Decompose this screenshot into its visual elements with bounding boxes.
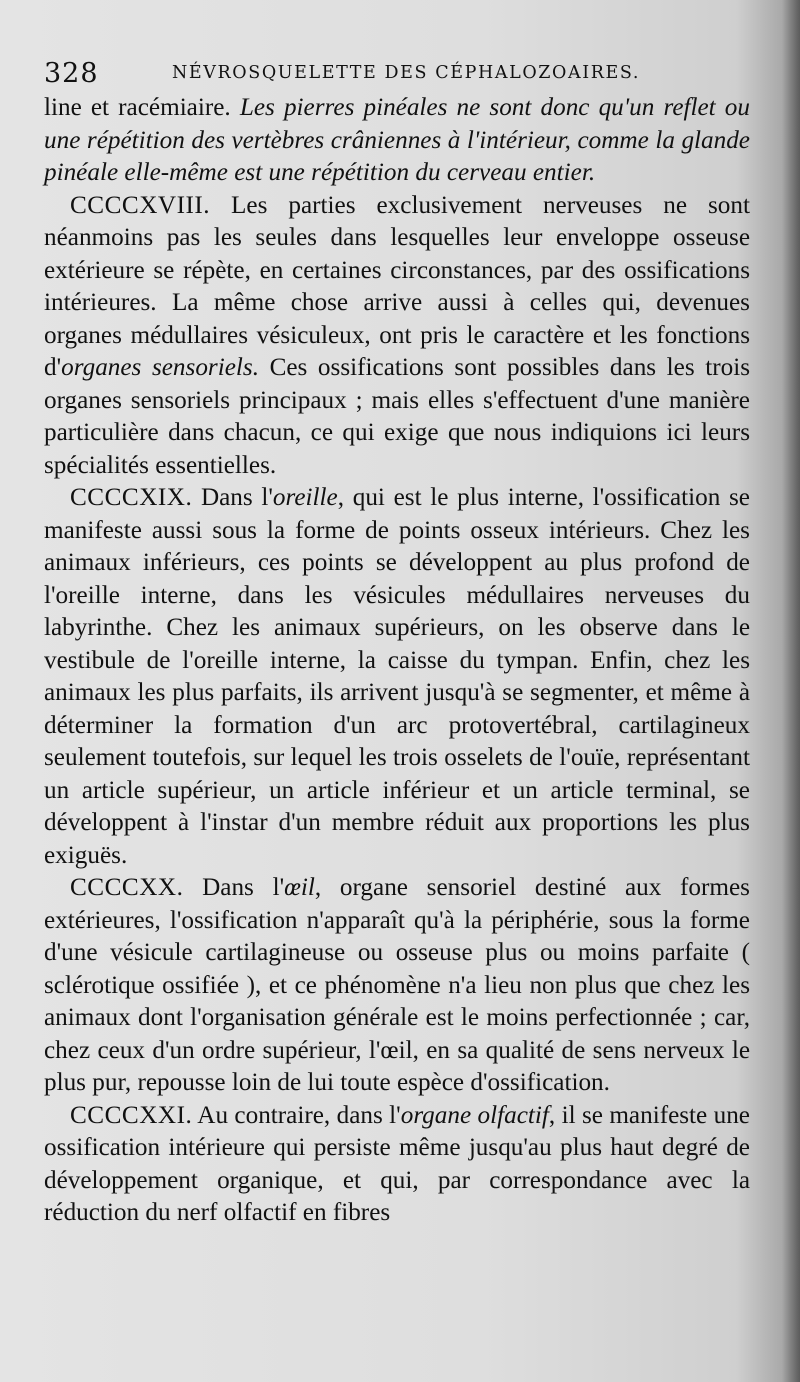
italic-text-run: œil (284, 874, 315, 901)
italic-text-run: oreille (272, 484, 338, 511)
text-run: , organe sensoriel destiné aux formes extérieures, l'ossification n'apparaît qu'à la périphérie, sous la forme d'une vésicule cartilagineuse ou osseuse plus ou moins parfaite ( sclérotique ossifiée ), et ce phénomène n'a lieu non plus que chez les animaux dont l'organisation générale est le moins perfectionnée ; car, chez ceux d'un ordre supérieur, l'œil, en sa qualité de sens nerveux le plus pur, repousse loin de lui toute espèce d'ossification. (44, 874, 750, 1096)
paragraph-number: CCCCXXI. (70, 1101, 193, 1129)
italic-text-run: organes sensoriels. (61, 354, 259, 381)
paragraph-cccxviii (44, 190, 750, 483)
page-header (44, 58, 744, 92)
text-run: Au contraire, dans l' (192, 1101, 401, 1129)
text-run: Dans l' (183, 874, 285, 901)
text-run: Les parties exclusivement nerveuses ne sont néanmoins pas les seules dans lesquelles leur enveloppe osseuse extérieure se répète, en certaines circonstances, par des ossifications intérieures. La même chose arrive aussi à celles qui, devenues organes médullaires vésiculeux, ont pris le caractère et les fonctions d' (44, 191, 750, 381)
page-edge-shadow (782, 0, 800, 1382)
text-run: Dans l' (192, 484, 273, 511)
text-run: , qui est le plus interne, l'ossification se manifeste aussi sous la forme de points osseux intérieurs. Chez les animaux inférieurs, ces points se développent au plus profond de l'oreille interne, dans les vésicules médullaires nerveuses du labyrinthe. Chez les animaux supérieurs, on les observe dans le vestibule de l'oreille interne, la caisse du tympan. Enfin, chez les animaux les plus parfaits, ils arrivent jusqu'à se segmenter, et même à déterminer la formation d'un arc protovertébral, cartilagineux seulement toutefois, sur lequel les trois osselets de l'ouïe, représentant un article supérieur, un article inférieur et un article terminal, se développent à l'instar d'un membre réduit aux proportions les plus exiguës. (44, 484, 750, 869)
italic-text-run: Les pierres pinéales ne sont donc qu'un reflet ou une répétition des vertèbres crâniennes à l'intérieur, comme la glande pinéale elle-même est une répétition du cerveau entier. (44, 94, 750, 186)
paragraph-continued (44, 92, 750, 190)
paragraph-number: CCCCXX. (70, 874, 184, 901)
paragraph-cccxx (44, 872, 750, 1100)
text-run: , il se manifeste une ossification intérieure qui persiste même jusqu'au plus haut degré de développement organique, et qui, par correspondance avec la réduction du nerf olfactif en fibres (44, 1101, 750, 1226)
text-run: Ces ossifications sont possibles dans les trois organes sensoriels principaux ; mais elles s'effectuent d'une manière particulière dans chacun, ce qui exige que nous indiquions ici leurs spécialités essentielles. (44, 354, 751, 479)
running-title: NÉVROSQUELETTE DES CÉPHALOZOAIRES. (172, 63, 641, 83)
paragraph-number: CCCCXVIII. (70, 191, 211, 219)
paragraph-number: CCCCXIX. (70, 484, 193, 511)
page-number: 328 (44, 58, 99, 89)
paragraph-cccxxi (44, 1100, 750, 1230)
body-text (44, 92, 750, 1230)
text-run: line et racémiaire. (44, 94, 240, 121)
italic-text-run: organe olfactif (400, 1101, 549, 1129)
paragraph-cccxix (44, 482, 750, 872)
